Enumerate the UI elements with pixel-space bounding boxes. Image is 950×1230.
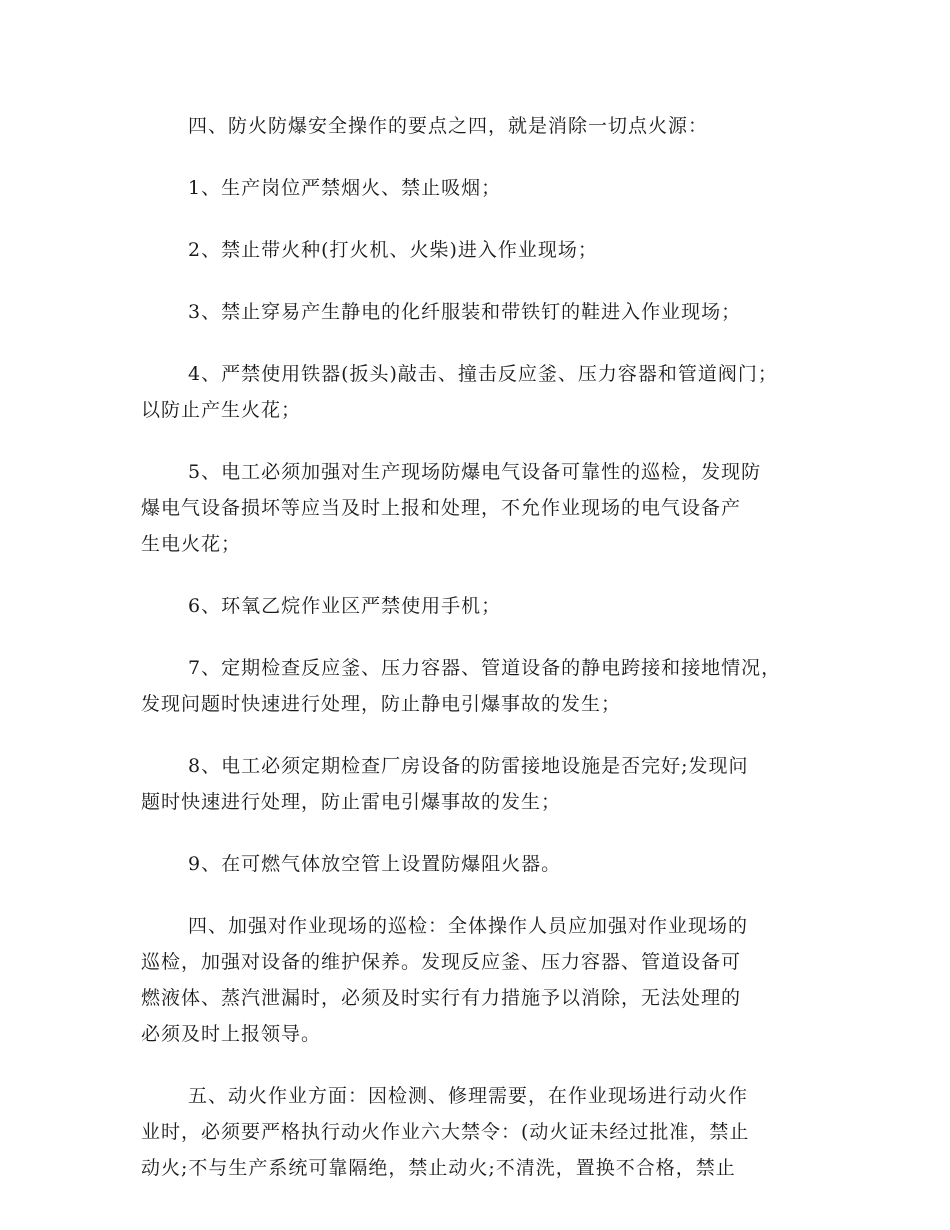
paragraph-line: 必须及时上报领导。 <box>141 1023 322 1045</box>
paragraph-line: 6、环氧乙烷作业区严禁使用手机； <box>188 595 502 617</box>
paragraph-line: 2、禁止带火种(打火机、火柴)进入作业现场； <box>188 239 598 261</box>
paragraph <box>141 170 811 206</box>
paragraph-line: 爆电气设备损坏等应当及时上报和处理，不允作业现场的电气设备产 <box>141 497 742 519</box>
paragraph <box>141 1078 811 1186</box>
paragraph <box>141 454 811 562</box>
paragraph-line: 题时快速进行处理，防止雷电引爆事故的发生； <box>141 791 562 813</box>
paragraph-line: 巡检，加强对设备的维护保养。发现反应釜、压力容器、管道设备可 <box>141 951 742 973</box>
paragraph <box>141 650 811 722</box>
paragraph-line: 7、定期检查反应釜、压力容器、管道设备的静电跨接和接地情况， <box>188 657 782 679</box>
paragraph <box>141 846 811 882</box>
paragraph-line: 1、生产岗位严禁烟火、禁止吸烟； <box>188 177 502 199</box>
paragraph <box>141 108 811 144</box>
paragraph <box>141 356 811 428</box>
paragraph-line: 3、禁止穿易产生静电的化纤服装和带铁钉的鞋进入作业现场； <box>188 301 742 323</box>
paragraph-line: 4、严禁使用铁器(扳头)敲击、撞击反应釜、压力容器和管道阀门； <box>188 363 778 385</box>
paragraph <box>141 232 811 268</box>
paragraph-line: 以防止产生火花； <box>141 399 302 421</box>
paragraph-line: 五、动火作业方面：因检测、修理需要，在作业现场进行动火作 <box>188 1085 749 1107</box>
paragraph-line: 生电火花； <box>141 533 242 555</box>
paragraph <box>141 588 811 624</box>
paragraph-line: 5、电工必须加强对生产现场防爆电气设备可靠性的巡检，发现防 <box>188 461 762 483</box>
paragraph <box>141 294 811 330</box>
document-body <box>141 108 811 1212</box>
paragraph-line: 9、在可燃气体放空管上设置防爆阻火器。 <box>188 853 562 875</box>
paragraph <box>141 748 811 820</box>
paragraph-line: 发现问题时快速进行处理，防止静电引爆事故的发生； <box>141 693 622 715</box>
paragraph-line: 燃液体、蒸汽泄漏时，必须及时实行有力措施予以消除，无法处理的 <box>141 987 742 1009</box>
paragraph-line: 动火;不与生产系统可靠隔绝，禁止动火;不清洗，置换不合格，禁止 <box>141 1157 736 1179</box>
paragraph-line: 四、防火防爆安全操作的要点之四，就是消除一切点火源： <box>188 115 709 137</box>
paragraph-line: 四、加强对作业现场的巡检：全体操作人员应加强对作业现场的 <box>188 915 749 937</box>
paragraph-line: 8、电工必须定期检查厂房设备的防雷接地设施是否完好;发现问 <box>188 755 749 777</box>
paragraph <box>141 908 811 1052</box>
paragraph-line: 业时，必须要严格执行动火作业六大禁令：(动火证未经过批准，禁止 <box>141 1121 750 1143</box>
